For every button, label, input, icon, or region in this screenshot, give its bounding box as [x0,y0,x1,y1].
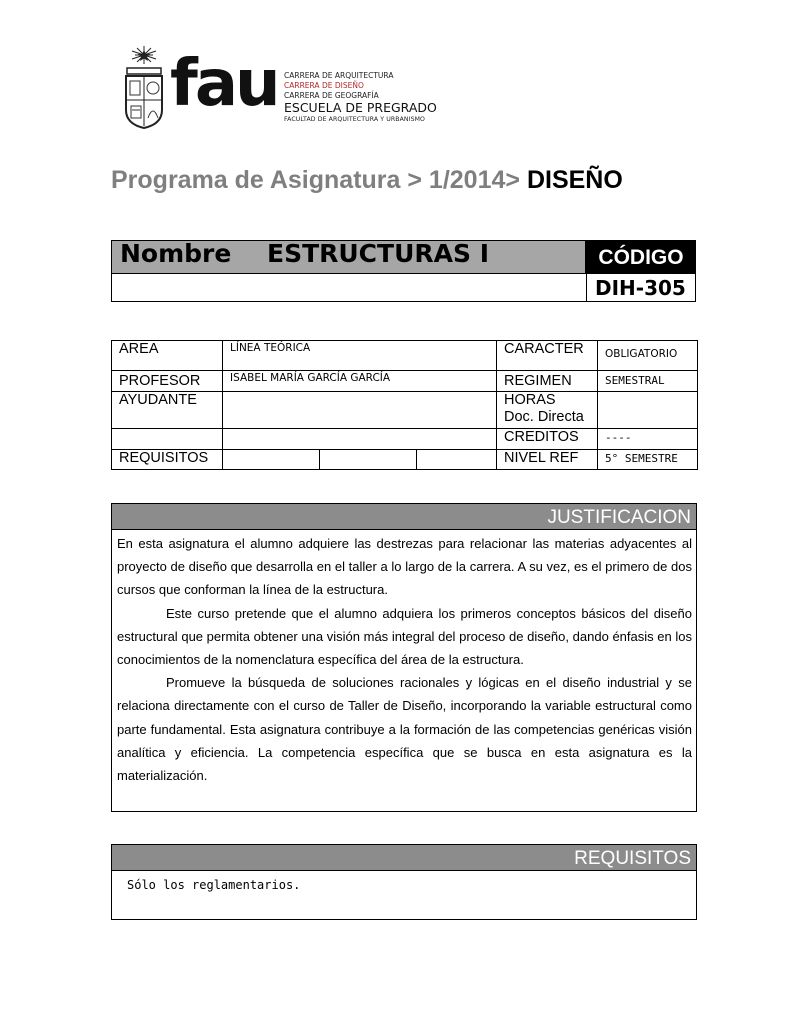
regimen-label: REGIMEN [497,371,598,392]
ayudante-label: AYUDANTE [112,392,223,429]
ayudante-value [223,392,497,429]
university-crest-icon [122,44,166,130]
page-title [111,166,623,195]
justificacion-paragraph: En esta asignatura el alumno adquiere las destrezas para relacionar las materias adyacentes al proyecto de diseño que desarrolla en el taller a lo largo de la carrera. A su vez, es el primero de dos cursos que conforman la línea de la estructura. [117,536,692,598]
justificacion-paragraph: Promueve la búsqueda de soluciones racionales y lógicas en el diseño industrial y se relaciona directamente con el curso de Taller de Diseño, incorporando la variable estructural como parte fundamental. Esta asignatura contribuye a la formación de las competencias genéricas visión analítica y eficiencia. La competencia específica que se busca en esta asignatura es la materialización. [117,675,692,784]
requisitos-text: Sólo los reglamentarios. [127,878,301,892]
caracter-value: OBLIGATORIO [598,341,698,371]
justificacion-paragraph: Este curso pretende que el alumno adquiera los primeros conceptos básicos del diseño estructural que permita obtener una visión más integral del proceso de diseño, dando énfasis en los conocimientos de la nomenclatura específica del área de la estructura. [117,605,692,668]
regimen-value: SEMESTRAL [598,371,698,392]
course-info-table [111,340,698,470]
nivel-label: NIVEL REF [497,450,598,470]
creditos-empty-wide-cell [223,429,497,450]
course-name-label: Nombre [120,239,232,268]
justificacion-header: JUSTIFICACION [112,504,696,530]
logo-line-arquitectura: CARRERA DE ARQUITECTURA [284,71,394,80]
profesor-value: ISABEL MARÍA GARCÍA GARCÍA [223,371,497,392]
horas-label-line2: Doc. Directa [504,409,584,425]
area-label: AREA [112,341,223,371]
logo-text [284,71,437,125]
justificacion-body [112,530,696,787]
course-code-value: DIH-305 [586,274,696,302]
creditos-value: ---- [598,429,698,450]
horas-label [497,392,598,429]
horas-label-line1: HORAS [504,392,556,408]
logo-line-diseno: CARRERA DE DISEÑO [284,81,364,90]
profesor-label: PROFESOR [112,371,223,392]
logo-wordmark: fau [170,47,278,121]
requisitos-label: REQUISITOS [112,450,223,470]
page-title-subject: DISEÑO [526,166,623,194]
creditos-empty-cell [112,429,223,450]
area-value: LÍNEA TEÓRICA [223,341,497,371]
requisitos-section [111,844,697,920]
logo-faculty: FACULTAD DE ARQUITECTURA Y URBANISMO [284,116,426,123]
requisitos-cell-1 [223,450,320,470]
caracter-label: CARACTER [497,341,598,371]
course-code-label: CÓDIGO [586,240,696,274]
requisitos-header: REQUISITOS [112,845,696,871]
nivel-value: 5° SEMESTRE [598,450,698,470]
page-title-prefix: Programa de Asignatura > 1/2014> [111,166,520,194]
logo-school: ESCUELA DE PREGRADO [284,100,437,115]
justificacion-section [111,503,697,812]
creditos-label: CREDITOS [497,429,598,450]
requisitos-cell-2 [320,450,417,470]
logo-line-geografia: CARRERA DE GEOGRAFÍA [284,91,379,100]
requisitos-cell-3 [417,450,497,470]
course-name-value: ESTRUCTURAS I [267,239,489,268]
horas-value [598,392,698,429]
